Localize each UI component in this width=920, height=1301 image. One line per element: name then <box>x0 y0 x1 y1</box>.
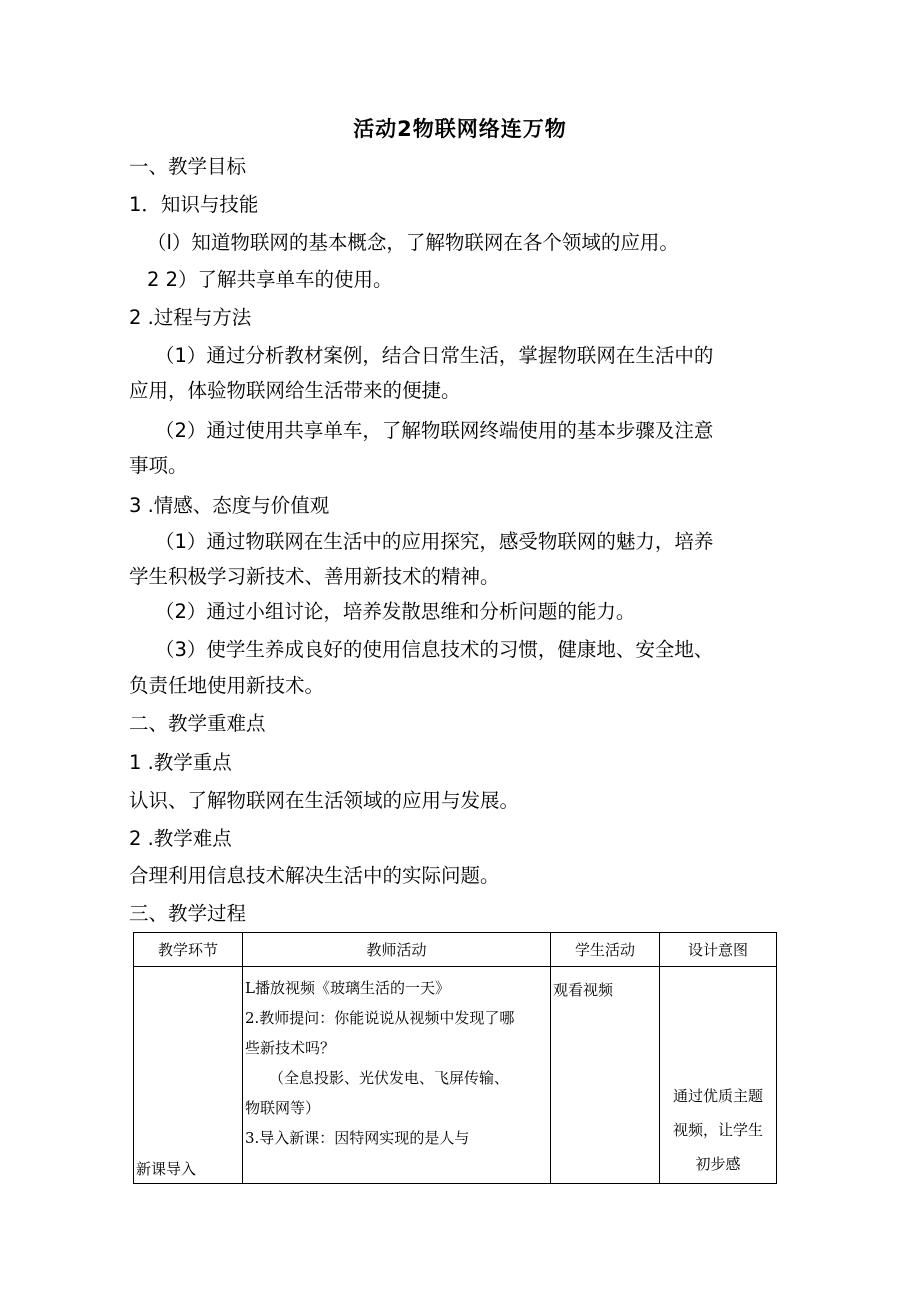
paragraph: （3）使学生养成良好的使用信息技术的习惯，健康地、安全地、 <box>155 638 714 661</box>
teacher-activity-line: L播放视频《玻璃生活的一天》 <box>245 979 450 997</box>
paragraph: （2）通过小组讨论，培养发散思维和分析问题的能力。 <box>155 600 636 623</box>
section-heading-process: 三、教学过程 <box>129 902 247 925</box>
paragraph: 学生积极学习新技术、善用新技术的精神。 <box>129 565 500 588</box>
table-row <box>134 967 777 1184</box>
section-heading-key-points: 二、教学重难点 <box>129 712 266 735</box>
paragraph: 2 2）了解共享单车的使用。 <box>147 268 393 291</box>
subheading-key-point: 1 .教学重点 <box>129 751 232 774</box>
design-intent-line: 通过优质主题 <box>672 1087 763 1105</box>
design-intent-cell <box>660 967 777 1184</box>
design-intent-line: 视频，让学生 <box>672 1121 763 1139</box>
paragraph: （1）通过分析教材案例，结合日常生活，掌握物联网在生活中的 <box>155 344 714 367</box>
subheading-emotion-values: 3 .情感、态度与价值观 <box>129 494 330 517</box>
lesson-table <box>133 932 777 1184</box>
student-activity-cell <box>551 967 660 1184</box>
subheading-process-method: 2 .过程与方法 <box>129 306 252 329</box>
design-intent-line: 初步感 <box>695 1155 741 1173</box>
paragraph: （l）知道物联网的基本概念，了解物联网在各个领域的应用。 <box>147 231 679 254</box>
stage-cell <box>134 967 243 1184</box>
stage-label: 新课导入 <box>136 1160 197 1178</box>
teacher-activity-line: 物联网等） <box>245 1099 321 1117</box>
column-header: 教师活动 <box>243 933 551 967</box>
paragraph: （2）通过使用共享单车，了解物联网终端使用的基本步骤及注意 <box>155 419 714 442</box>
column-header: 设计意图 <box>660 933 777 967</box>
column-header: 教学环节 <box>134 933 243 967</box>
teacher-activity-line: 2.教师提问：你能说说从视频中发现了哪 <box>245 1009 515 1027</box>
teacher-activity-line: 些新技术吗？ <box>245 1039 336 1057</box>
teacher-activity-line: 3.导入新课：因特网实现的是人与 <box>245 1129 470 1147</box>
subheading-difficult-point: 2 .教学难点 <box>129 827 232 850</box>
section-heading-objectives: 一、教学目标 <box>129 155 247 178</box>
paragraph: 事项。 <box>129 454 188 477</box>
table-header-row <box>134 933 777 967</box>
paragraph: 应用，体验物联网给生活带来的便捷。 <box>129 379 461 402</box>
paragraph: 认识、了解物联网在生活领域的应用与发展。 <box>129 789 520 812</box>
paragraph: （1）通过物联网在生活中的应用探究，感受物联网的魅力，培养 <box>155 530 714 553</box>
teacher-activity-line: （全息投影、光伏发电、飞屏传输、 <box>269 1069 510 1087</box>
paragraph: 合理利用信息技术解决生活中的实际问题。 <box>129 864 500 887</box>
column-header: 学生活动 <box>551 933 660 967</box>
student-activity-text: 观看视频 <box>553 981 614 999</box>
subheading-knowledge-skills: 1．知识与技能 <box>129 193 259 216</box>
teacher-activity-cell <box>243 967 551 1184</box>
page-title: 活动2物联网络连万物 <box>353 117 567 141</box>
paragraph: 负责任地使用新技术。 <box>129 674 325 697</box>
